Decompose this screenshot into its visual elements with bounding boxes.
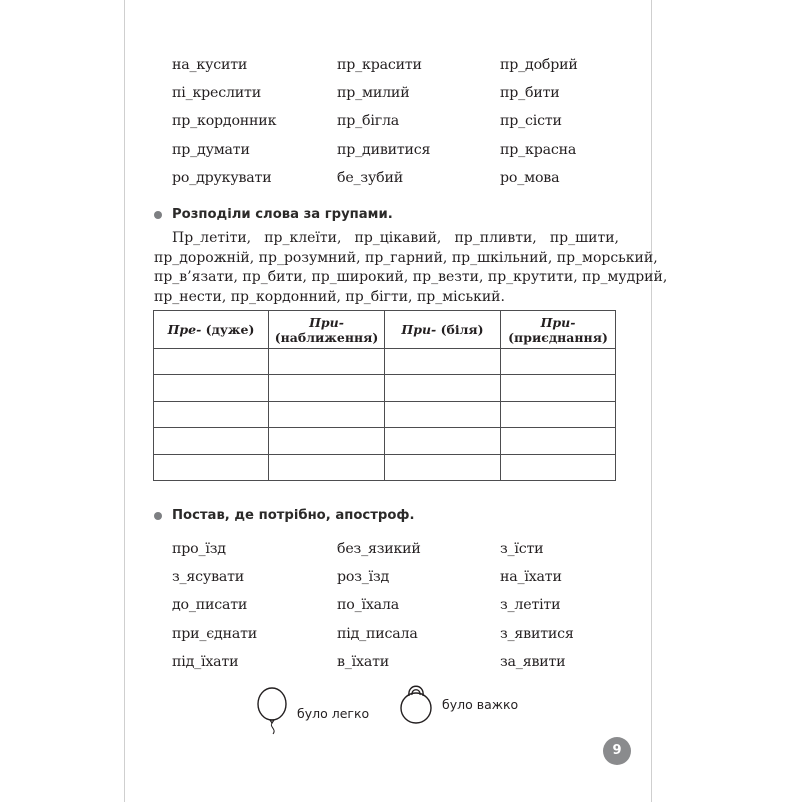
- word-item: пр_милий: [337, 85, 410, 102]
- word-row: [172, 85, 632, 113]
- word-item: бе_зубий: [337, 169, 403, 186]
- word-item: пр_красити: [337, 57, 422, 73]
- table-cell[interactable]: [385, 349, 501, 375]
- word-row: [172, 597, 632, 625]
- word-item: під_писала: [337, 625, 418, 642]
- table-cell[interactable]: [154, 454, 269, 480]
- header-prefix: При-: [540, 314, 576, 330]
- word-item: з_ясувати: [172, 569, 245, 586]
- word-item: без_язикий: [337, 541, 421, 557]
- word-grid-apostrophe: [172, 541, 632, 682]
- header-prefix: Пре-: [167, 322, 202, 337]
- word-item: ро_мова: [500, 169, 560, 186]
- word-grid-top: [172, 57, 632, 198]
- word-item: за_явити: [500, 653, 566, 670]
- word-item: при_єднати: [172, 625, 257, 642]
- word-row: [172, 626, 632, 654]
- table-header-pre: [154, 311, 269, 349]
- table-row: [154, 375, 616, 401]
- word-item: в_їхати: [337, 653, 389, 670]
- table-cell[interactable]: [269, 375, 385, 401]
- table-cell[interactable]: [154, 375, 269, 401]
- table-cell[interactable]: [501, 349, 616, 375]
- table-cell[interactable]: [154, 401, 269, 427]
- table-header-row: [154, 311, 616, 349]
- paragraph-line: Пр_летіти, пр_клеїти, пр_цікавий, пр_пливти, пр_шити,: [172, 230, 619, 246]
- table-cell[interactable]: [269, 401, 385, 427]
- word-item: пі_креслити: [172, 85, 261, 102]
- header-note: (дуже): [201, 322, 255, 337]
- paragraph-line: пр_нести, пр_кордонний, пр_бігти, пр_міський.: [154, 288, 505, 305]
- word-item: пр_красна: [500, 141, 577, 158]
- word-item: ро_друкувати: [172, 169, 272, 186]
- word-item: з_їсти: [500, 541, 544, 557]
- table-row: [154, 454, 616, 480]
- table-row: [154, 428, 616, 454]
- table-cell[interactable]: [154, 349, 269, 375]
- header-note: (наближення): [274, 329, 379, 345]
- table-row: [154, 349, 616, 375]
- word-item: про_їзд: [172, 541, 226, 557]
- task-apostrophe: [154, 508, 414, 523]
- paragraph-line: пр_дорожній, пр_розумний, пр_гарний, пр_шкільний, пр_морський,: [154, 249, 658, 266]
- table-header-pry-approach: [269, 311, 385, 349]
- header-prefix: При-: [309, 314, 344, 330]
- self-assessment-hard[interactable]: [398, 680, 518, 728]
- table-cell[interactable]: [154, 428, 269, 454]
- word-item: під_їхати: [172, 653, 239, 670]
- table-header-pry-near: [385, 311, 501, 349]
- kettlebell-icon: [398, 680, 436, 728]
- table-row: [154, 401, 616, 427]
- word-list-paragraph: [154, 229, 668, 307]
- hard-label: було важко: [442, 696, 519, 712]
- table-cell[interactable]: [269, 454, 385, 480]
- task-distribute: [154, 207, 393, 222]
- word-item: пр_добрий: [500, 57, 578, 73]
- table-cell[interactable]: [501, 428, 616, 454]
- bullet-icon: [154, 512, 162, 520]
- bullet-icon: [154, 211, 162, 219]
- word-row: [172, 541, 632, 569]
- table-cell[interactable]: [385, 428, 501, 454]
- word-item: роз_їзд: [337, 569, 390, 586]
- table-cell[interactable]: [385, 454, 501, 480]
- table-cell[interactable]: [501, 401, 616, 427]
- word-row: [172, 57, 632, 85]
- word-row: [172, 142, 632, 170]
- table-cell[interactable]: [501, 375, 616, 401]
- groups-table: [153, 310, 616, 481]
- word-item: по_їхала: [337, 597, 399, 614]
- table-cell[interactable]: [501, 454, 616, 480]
- task-title: Постав, де потрібно, апостроф.: [172, 508, 415, 523]
- table-cell[interactable]: [385, 375, 501, 401]
- balloon-icon: [255, 686, 291, 740]
- word-row: [172, 113, 632, 141]
- table-cell[interactable]: [269, 349, 385, 375]
- word-item: на_кусити: [172, 57, 248, 73]
- table-cell[interactable]: [385, 401, 501, 427]
- word-item: пр_сісти: [500, 113, 562, 130]
- word-item: пр_бити: [500, 85, 560, 102]
- word-item: пр_дивитися: [337, 141, 431, 158]
- header-prefix: При-: [401, 322, 437, 337]
- self-assessment-easy[interactable]: [255, 686, 369, 740]
- easy-label: було легко: [297, 705, 370, 721]
- word-item: з_явитися: [500, 625, 574, 642]
- word-item: пр_кордонник: [172, 113, 277, 130]
- table-header-pry-join: [501, 311, 616, 349]
- paragraph-line: пр_в’язати, пр_бити, пр_широкий, пр_везти, пр_крутити, пр_мудрий,: [154, 269, 668, 285]
- task-title: Розподіли слова за групами.: [172, 207, 393, 222]
- word-item: до_писати: [172, 597, 248, 614]
- table-cell[interactable]: [269, 428, 385, 454]
- word-item: пр_думати: [172, 141, 250, 158]
- word-row: [172, 170, 632, 198]
- header-note: (приєднання): [508, 329, 608, 345]
- page-number: 9: [603, 737, 631, 765]
- word-item: на_їхати: [500, 569, 562, 586]
- word-row: [172, 654, 632, 682]
- word-item: з_летіти: [500, 597, 561, 614]
- header-note: (біля): [436, 322, 484, 337]
- word-item: пр_бігла: [337, 113, 400, 130]
- word-row: [172, 569, 632, 597]
